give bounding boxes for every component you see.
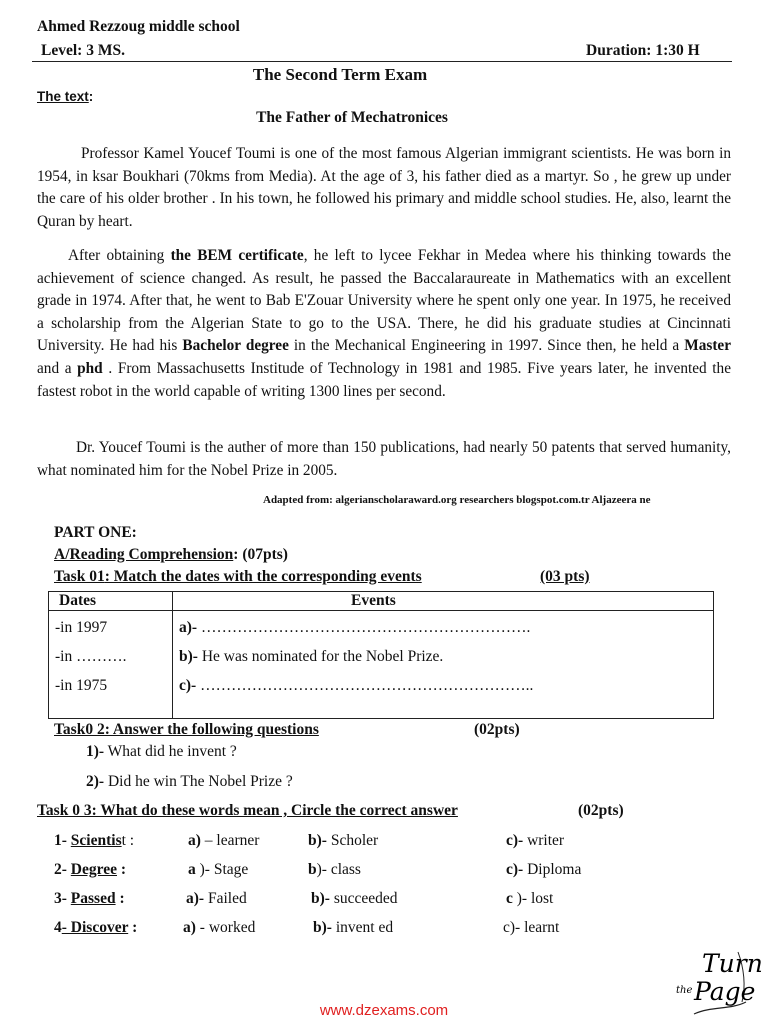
dates-column-header: Dates	[49, 592, 173, 611]
vocab-word	[54, 832, 134, 850]
vocab-number: 2-	[54, 861, 67, 878]
choice-letter: c)-	[506, 832, 524, 849]
vocab-term: Degree	[70, 861, 117, 878]
choice-text: c)- learnt	[503, 919, 560, 936]
question-text: Did he win The Nobel Prize ?	[104, 773, 293, 790]
source-note: Adapted from: algerianscholaraward.org researchers blogspot.com.tr Aljazeera ne	[263, 494, 651, 506]
event-letter: b)-	[179, 648, 198, 665]
choice-a[interactable]	[186, 890, 247, 908]
passage-title: The Father of Mechatronices	[256, 109, 448, 126]
vocab-term-tail: t :	[121, 832, 135, 849]
p2-bem: the BEM certificate	[170, 247, 304, 264]
logo-word-the: the	[676, 985, 693, 996]
reading-section-label: A/Reading Comprehension	[54, 546, 234, 563]
school-name: Ahmed Rezzoug middle school	[37, 18, 240, 35]
choice-text: – learner	[200, 832, 260, 849]
footer-url[interactable]: www.dzexams.com	[319, 1002, 449, 1019]
p2-master: Master	[684, 337, 732, 355]
vocab-word	[54, 890, 125, 908]
text-label-colon: :	[88, 89, 94, 104]
choice-letter: a)	[188, 832, 201, 849]
event-item	[179, 642, 707, 671]
choice-c[interactable]	[506, 890, 553, 908]
event-item	[179, 671, 707, 700]
passage-paragraph-2	[37, 245, 731, 403]
choice-text: Diploma	[523, 861, 582, 878]
event-item	[179, 613, 707, 642]
task1-heading	[54, 568, 422, 586]
text-label: The text	[37, 89, 89, 104]
choice-a[interactable]	[183, 919, 255, 937]
choice-letter: b)-	[313, 919, 332, 936]
choice-text: - worked	[195, 919, 256, 936]
text-label-wrap	[37, 89, 93, 104]
choice-letter: a)-	[186, 890, 205, 907]
date-item: -in ……….	[55, 648, 127, 665]
level-label: Level: 3 MS.	[41, 42, 125, 59]
vocab-number: 1-	[54, 832, 67, 849]
events-column-header: Events	[173, 592, 714, 611]
reading-section-pts: : (07pts)	[233, 546, 288, 563]
date-item: -in 1975	[55, 677, 108, 694]
choice-text: )- lost	[512, 890, 554, 907]
choice-text: Scholer	[326, 832, 379, 849]
question-2	[86, 773, 293, 791]
date-item: -in 1997	[55, 619, 108, 636]
passage-paragraph-3: Dr. Youcef Toumi is the auther of more than 150 publications, had nearly 50 patents that served humanity, what nominated him for the Nobel Prize in 2005.	[37, 439, 731, 479]
part-one-heading: PART ONE:	[54, 524, 137, 541]
choice-letter: c	[506, 890, 513, 907]
exam-title: The Second Term Exam	[252, 65, 428, 84]
choice-b[interactable]	[313, 919, 393, 937]
p2-phd: phd	[77, 359, 103, 377]
vocab-term: Scientis	[70, 832, 122, 849]
choice-text: succeeded	[329, 890, 398, 907]
choice-c[interactable]	[506, 861, 581, 879]
choice-letter: b)-	[308, 832, 327, 849]
event-letter: a)-	[179, 619, 198, 636]
task3-heading: Task 0 3: What do these words mean , Circle the correct answer	[37, 802, 458, 819]
choice-c[interactable]	[503, 919, 559, 937]
question-1	[86, 743, 237, 761]
task3-points: (02pts)	[578, 802, 624, 819]
dates-events-table	[48, 591, 714, 719]
event-text: ………………………………………………………..	[196, 677, 534, 694]
table-row	[49, 611, 714, 719]
p2-text-a: After obtaining	[68, 247, 171, 264]
table-header-row	[49, 592, 714, 611]
vocab-term-tail: :	[115, 890, 125, 907]
task1-label: Task 01	[54, 568, 105, 585]
choice-letter: c)-	[506, 861, 524, 878]
vocab-number: 3-	[54, 890, 67, 907]
choice-letter: a)	[183, 919, 196, 936]
question-text: What did he invent ?	[104, 743, 237, 760]
passage-paragraph-1: Professor Kamel Youcef Toumi is one of the most famous Algerian immigrant scientists. He was born in 1954, in ksar Boukhari (70kms from Media). At the age of 3, his father died as a martyr. So , he grew up under the care of his older brother . In his town, he followed his primary and middle school studies. He, also, learnt the Quran by heart.	[37, 145, 731, 230]
vocab-word	[54, 919, 137, 937]
vocab-term: - Discover	[61, 919, 129, 936]
p2-text-b: , he left to lycee Fekhar in Medea where his thinking towards the achievement of science changed. As result, he passed the Baccalaraureate in Mathematics with an excellent grade in 1974. After that, he went to Bab E'Zouar University where he spent only one year. In 1975, he received a scholarship from the Algerian State to go to the USA. There, he did his graduate studies at Cincinnati University. He had his	[37, 247, 731, 355]
choice-a[interactable]	[188, 832, 259, 850]
choice-b[interactable]	[308, 861, 361, 879]
choice-text: invent ed	[331, 919, 394, 936]
p2-bachelor: Bachelor degree	[182, 337, 289, 355]
duration-label: Duration: 1:30 H	[586, 42, 700, 59]
choice-text: )- Stage	[195, 861, 249, 878]
dates-cell	[49, 611, 173, 719]
events-cell	[173, 611, 714, 719]
choice-letter: b)-	[311, 890, 330, 907]
question-number: 1)-	[86, 743, 105, 760]
question-number: 2)-	[86, 773, 105, 790]
p2-text-c: in the Mechanical Engineering in 1997. Since then, he held a	[288, 337, 685, 355]
task1-text: : Match the dates with the corresponding events	[104, 568, 422, 585]
reading-section	[54, 546, 288, 564]
vocab-term-tail: :	[128, 919, 138, 936]
choice-c[interactable]	[506, 832, 564, 850]
task2-heading: Task0 2: Answer the following questions	[54, 721, 319, 738]
logo-word-page: Page	[694, 977, 756, 1006]
event-letter: c)-	[179, 677, 197, 694]
vocab-term-tail: :	[116, 861, 127, 878]
event-text: ……………………………………………………….	[197, 619, 531, 636]
event-text: He was nominated for the Nobel Prize.	[197, 648, 444, 665]
p2-text-e: . From Massachusetts Institude of Technology in 1981 and 1985. Five years later, he invented the fastest robot in the world capable of writing 1300 lines per second.	[37, 359, 731, 400]
vocab-number: 4	[54, 919, 62, 936]
choice-letter: b	[308, 861, 317, 878]
choice-text: Failed	[204, 890, 247, 907]
choice-a[interactable]	[188, 861, 248, 879]
vocab-word	[54, 861, 126, 879]
choice-b[interactable]	[311, 890, 398, 908]
choice-text: )- class	[316, 861, 361, 878]
turn-the-page-logo	[672, 944, 763, 1018]
p2-text-d: and a	[37, 359, 78, 377]
choice-text: writer	[523, 832, 565, 849]
task2-points: (02pts)	[474, 721, 520, 738]
choice-b[interactable]	[308, 832, 378, 850]
vocab-term: Passed	[70, 890, 116, 907]
turn-the-page-icon	[672, 944, 763, 1018]
header-divider	[32, 61, 732, 62]
logo-word-turn: Turn	[702, 949, 763, 978]
choice-letter: a	[188, 861, 196, 878]
task1-points: (03 pts)	[540, 568, 590, 585]
